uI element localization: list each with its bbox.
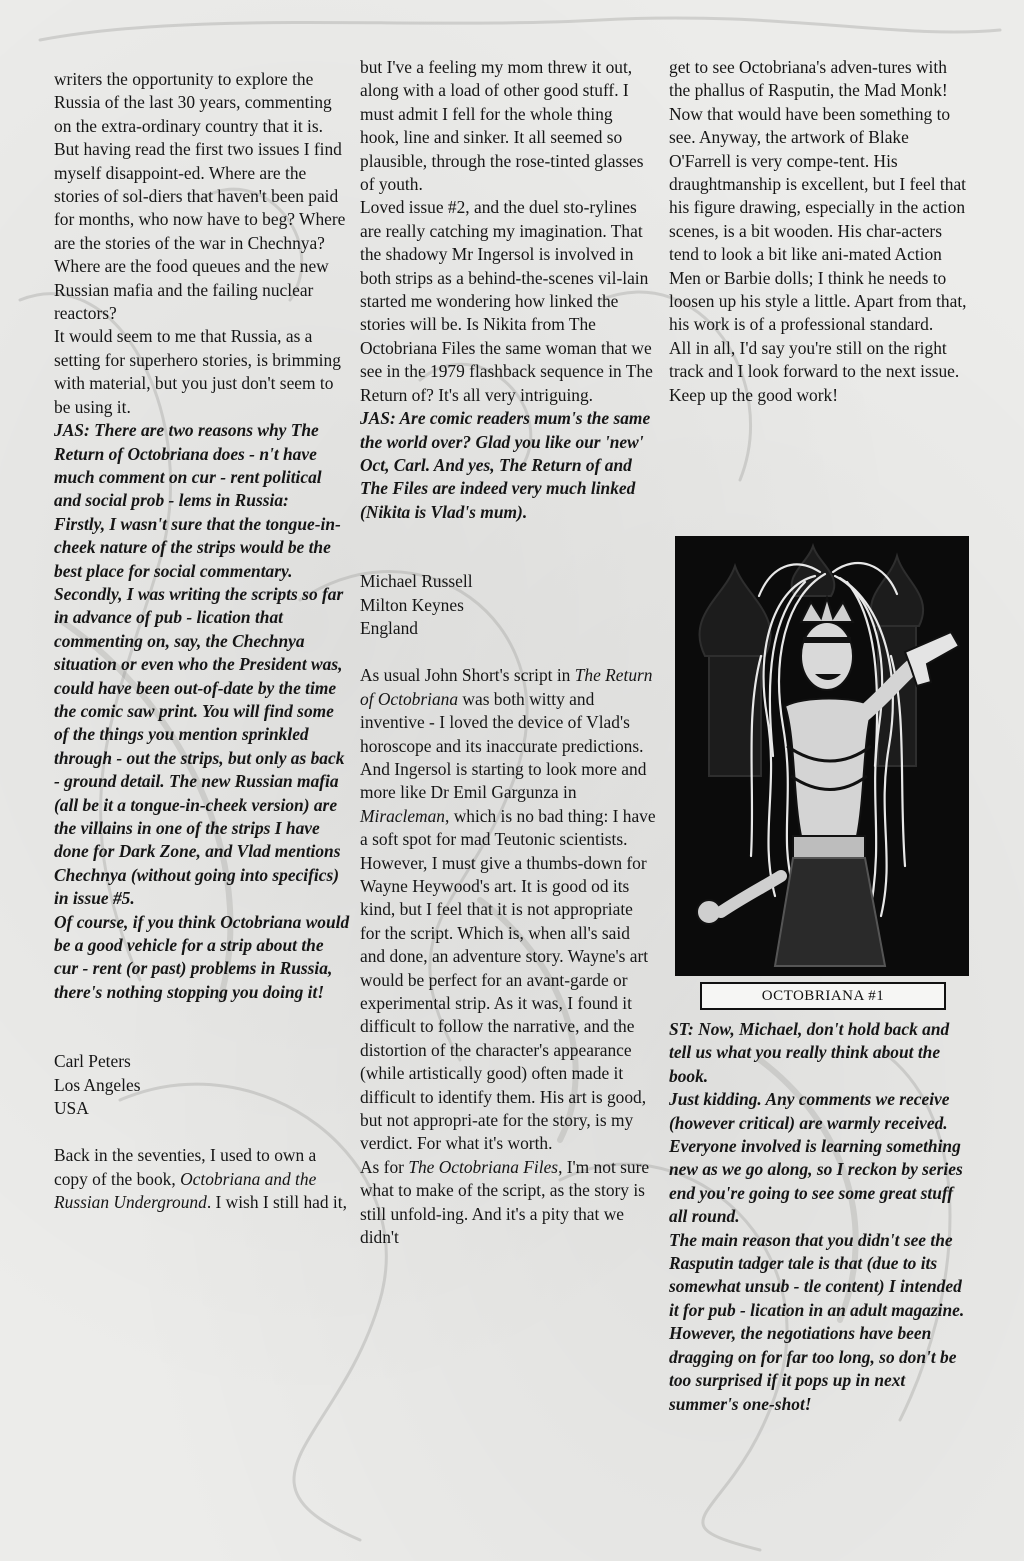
book-title: Octobriana and the Russian Underground (54, 1168, 317, 1213)
letter-paragraph: but I've a feeling my mom threw it out, along with a load of other good stuff. I must admit I fell for the whole thing hook, line and sinker. It all seemed so plausible, through the rose-tinted glasses of youth. (360, 57, 644, 195)
signature-country: USA (54, 1098, 89, 1119)
illustration-frame (675, 536, 969, 976)
signature-name: Carl Peters (54, 1051, 131, 1072)
octobriana-figure-drawing (675, 536, 969, 976)
signature-city: Los Angeles (54, 1074, 141, 1095)
letter-text: As usual John Short's script in (360, 665, 575, 686)
letter-text: was both witty and inventive - I loved the device of Vlad's horoscope and its inaccurate predictions. And Ingersol is starting to look more and more like Dr Emil Gargunza in (360, 688, 647, 803)
letter-paragraph: But having read the first two issues I find myself disappoint-ed. Where are the stories of sol-diers that haven't been paid for months, who now have to beg? Where are the stories of the war in Chechnya? Where are the food queues and the new Russian mafia and the failing nuclear reactors? (54, 139, 346, 324)
signature-city: Milton Keynes (360, 594, 464, 615)
letter-paragraph: get to see Octobriana's adven-tures with the phallus of Rasputin, the Mad Monk! Now that would have been something to see. Anyway, the artwork of Blake O'Farrell is very compe-tent. His draughtmanship is excellent, but I feel that his figure drawing, especially in the action scenes, is a bit wooden. His char-acters tend to look a bit like ani-mated Action Men or Barbie dolls; I think he needs to loosen up his style a little. Apart from that, his work is of a professional standard. (669, 57, 967, 335)
letter-paragraph (360, 1156, 656, 1250)
octobriana-illustration (675, 536, 969, 1008)
comic-title: Miracleman (360, 805, 446, 826)
signature-michael-russell (360, 570, 656, 640)
editor-reply: Secondly, I was writing the scripts so far in advance of pub - lication that commenting on, say, the Chechnya situation or even who the President was, could have been out-of-date by the time the comic saw print. You will find some of the things you mention sprinkled through - out the strips, but only as back - ground detail. The new Russian mafia (all be it a tongue-in-cheek version) are the villains in one of the strips I have done for Dark Zone, and Vlad mentions Chechnya (without going into specifics) in issue #5. (54, 583, 345, 909)
editor-reply: Of course, if you think Octobriana would be a good vehicle for a strip about the cur - rent (or past) problems in Russia, there's nothing stopping you doing it! (54, 911, 350, 1002)
editor-reply: JAS: There are two reasons why The Return of Octobriana does - n't have much comment on cur - rent political and social prob - lems in Russia: (54, 420, 322, 511)
letter-paragraph (54, 1144, 350, 1214)
editor-reply: ST: Now, Michael, don't hold back and tell us what you really think about the book. (669, 1019, 950, 1086)
column-3-reply (669, 1018, 969, 1416)
letter-text: , which is no bad thing: I have a soft spot for mad Teutonic scientists. However, I must give a thumbs-down for Wayne Heywood's art. It is good od its kind, but I feel that it is not appropriate for the script. Which is, when all's said and done, an adventure story. Wayne's art would be perfect for an avant-garde or experimental strip. As it was, I found it difficult to follow the narrative, and the distortion of the character's appearance (while artistically good) often made it difficult to identify them. His art is good, but not appropri-ate for the story, is my verdict. For what it's worth. (360, 805, 656, 1154)
column-1 (54, 68, 350, 1215)
letter-paragraph: Loved issue #2, and the duel sto-rylines are really catching my imagination. That the shadowy Mr Ingersol is involved in both strips as a behind-the-scenes vil-lain started me wondering how linked the stories will be. Is Nikita from The Octobriana Files the same woman that we see in the 1979 flashback sequence in The Return of? It's all very intriguing. (360, 197, 653, 405)
letter-text: Back in the seventies, I used to own a copy of the book, (54, 1145, 317, 1189)
letter-text: As for (360, 1156, 409, 1177)
letter-paragraph (360, 664, 656, 1156)
comic-title: The Octobriana Files (408, 1156, 559, 1177)
illustration-caption: OCTOBRIANA #1 (700, 982, 946, 1010)
editor-reply: The main reason that you didn't see the Rasputin tadger tale is that (due to its somewhat unsub - tle content) I intended it for pub - lication in an adult magazine. However, the negotiations have been dragging on for far too long, so don't be too surprised if it pops up in next summer's one-shot! (669, 1229, 965, 1414)
letter-text: . I wish I still had it, (206, 1192, 347, 1213)
signature-carl-peters (54, 1050, 350, 1120)
editor-reply: JAS: Are comic readers mum's the same the world over? Glad you like our 'new' Oct, Carl. And yes, The Return of and The Files are indeed very much linked (Nikita is Vlad's mum). (360, 408, 651, 522)
editor-reply: Just kidding. Any comments we receive (however critical) are warmly received. Everyone involved is learning something new as we go along, so I reckon by series end you're going to see some great stuff all round. (669, 1089, 963, 1227)
signature-name: Michael Russell (360, 571, 473, 592)
editor-reply: Firstly, I wasn't sure that the tongue-in-cheek nature of the strips would be the best place for social commentary. (54, 513, 341, 581)
comic-title: The Return of Octobriana (360, 665, 653, 709)
letter-paragraph: It would seem to me that Russia, as a setting for superhero stories, is brimming with material, but you just don't seem to be using it. (54, 326, 341, 417)
letter-paragraph: All in all, I'd say you're still on the right track and I look forward to the next issue. Keep up the good work! (669, 337, 960, 405)
letter-text: , I'm not sure what to make of the script, as the story is still unfold-ing. And it's a pity that we didn't (360, 1156, 650, 1248)
signature-country: England (360, 617, 418, 638)
letter-paragraph: writers the opportunity to explore the Russia of the last 30 years, commenting on the extra-ordinary country that it is. (54, 69, 332, 136)
column-2 (360, 56, 656, 1250)
column-3 (669, 56, 969, 407)
